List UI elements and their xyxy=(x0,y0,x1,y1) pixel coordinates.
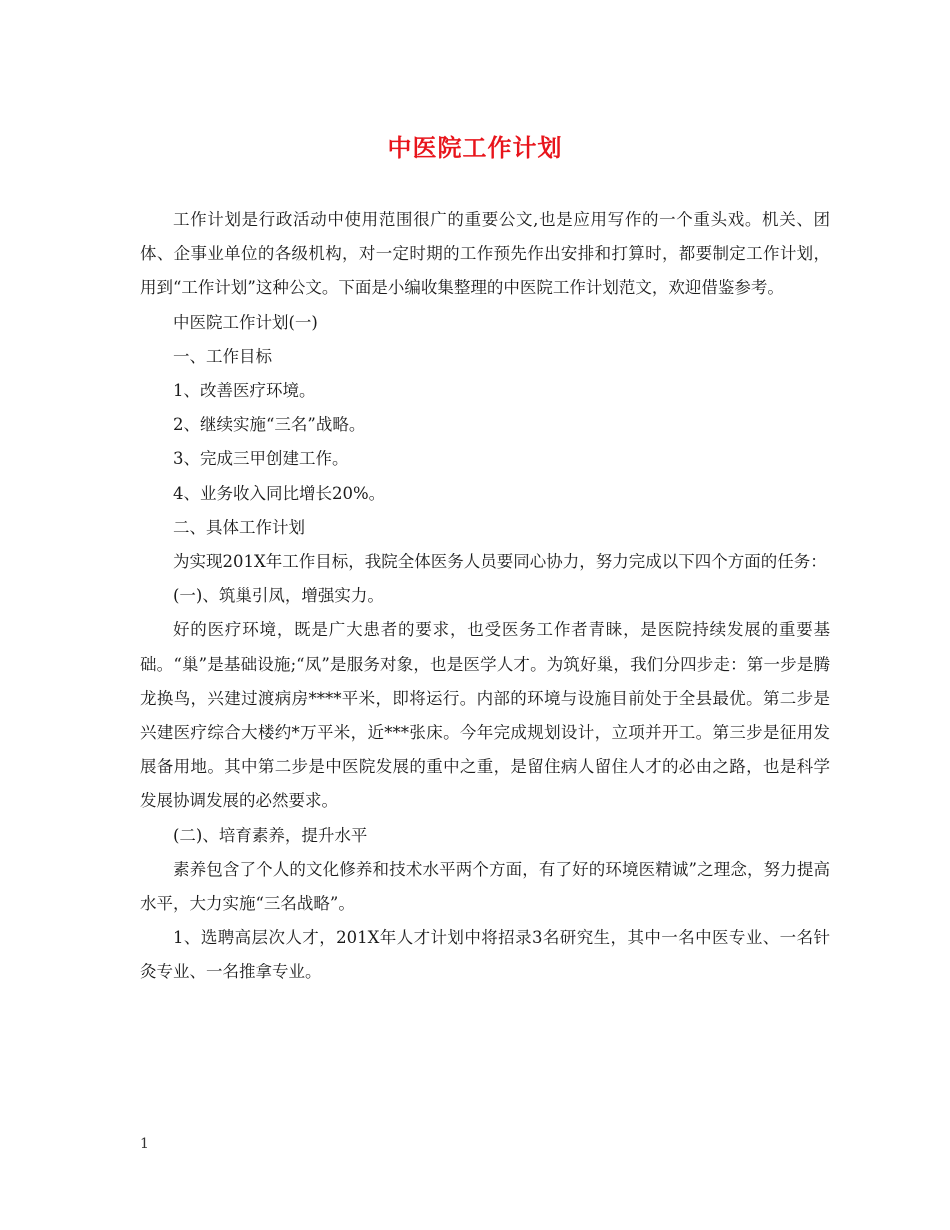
subheading-one: (一)、筑巢引凤，增强实力。 xyxy=(173,586,384,606)
page-number: 1 xyxy=(140,1136,149,1152)
subheading-two: (二)、培育素养，提升水平 xyxy=(173,825,368,845)
document-body xyxy=(140,203,830,990)
heading-work-goals: 一、工作目标 xyxy=(173,346,272,366)
document-title: 中医院工作计划 xyxy=(387,133,563,162)
section-heading-plan-one: 中医院工作计划(一) xyxy=(173,312,318,332)
environment-paragraph: 好的医疗环境，既是广大患者的要求，也受医务工作者青睐，是医院持续发展的重要基础。“巢”是基础设施;“凤”是服务对象，也是医学人才。为筑好巢，我们分四步走：第一步是腾龙换鸟，兴建过渡病房****平米，即将运行。内部的环境与设施目前处于全县最优。第二步是兴建医疗综合大楼约*万平米，近***张床。今年完成规划设计，立项并开工。第三步是征用发展备用地。其中第二步是中医院发展的重中之重，是留住病人留住人才的必由之路，也是科学发展协调发展的必然要求。 xyxy=(140,620,830,811)
goal-item-3: 3、完成三甲创建工作。 xyxy=(173,449,349,469)
plan-intro-paragraph: 为实现201X年工作目标，我院全体医务人员要同心协力，努力完成以下四个方面的任务： xyxy=(173,552,827,572)
intro-paragraph: 工作计划是行政活动中使用范围很广的重要公文,也是应用写作的一个重头戏。机关、团体、企事业单位的各级机构，对一定时期的工作预先作出安排和打算时，都要制定工作计划，用到“工作计划”这种公文。下面是小编收集整理的中医院工作计划范文，欢迎借鉴参考。 xyxy=(140,210,830,298)
goal-item-4: 4、业务收入同比增长20%。 xyxy=(173,483,386,503)
quality-paragraph: 素养包含了个人的文化修养和技术水平两个方面，有了好的环境医精诚”之理念，努力提高水平，大力实施“三名战略”。 xyxy=(140,859,830,914)
goal-item-2: 2、继续实施“三名”战略。 xyxy=(173,415,366,435)
heading-specific-plan: 二、具体工作计划 xyxy=(173,517,305,537)
talent-item-1: 1、选聘高层次人才，201X年人才计划中将招录3名研究生，其中一名中医专业、一名针灸专业、一名推拿专业。 xyxy=(140,928,830,982)
goal-item-1: 1、改善医疗环境。 xyxy=(173,381,316,401)
